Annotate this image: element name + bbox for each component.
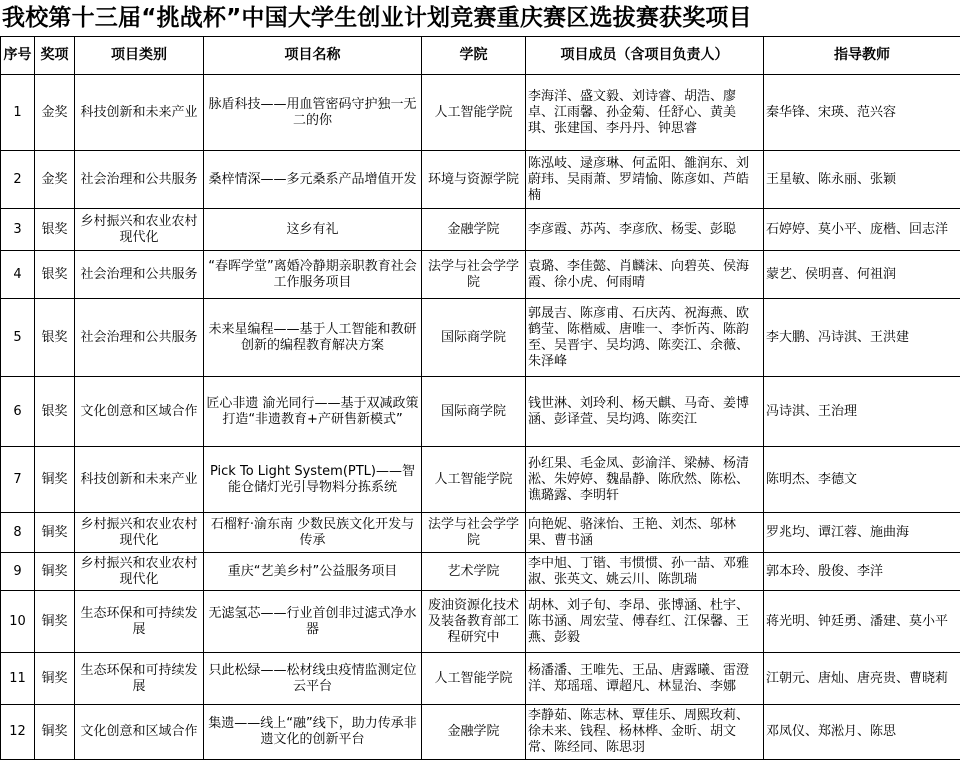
cell-award: 银奖 <box>35 299 75 377</box>
header-members: 项目成员（含项目负责人） <box>526 37 764 75</box>
table-row <box>1 377 960 447</box>
cell-college: 金融学院 <box>422 705 526 760</box>
cell-college: 国际商学院 <box>422 377 526 447</box>
cell-college: 金融学院 <box>422 209 526 251</box>
cell-project-name: 匠心非遗 渝光同行——基于双减政策打造“非遗教育+产研售新模式” <box>204 377 422 447</box>
header-college: 学院 <box>422 37 526 75</box>
header-row <box>1 37 960 75</box>
table-row <box>1 299 960 377</box>
cell-category: 乡村振兴和农业农村现代化 <box>75 553 204 591</box>
cell-college: 艺术学院 <box>422 553 526 591</box>
cell-category: 文化创意和区域合作 <box>75 705 204 760</box>
cell-members: 李海洋、盛文毅、刘诗睿、胡浩、廖卓、江雨馨、孙金菊、任舒心、黄美琪、张建国、李丹丹、钟思睿 <box>526 75 764 151</box>
cell-award: 铜奖 <box>35 553 75 591</box>
cell-category: 文化创意和区域合作 <box>75 377 204 447</box>
cell-advisors: 蒙艺、侯明喜、何祖润 <box>764 251 960 299</box>
cell-category: 社会治理和公共服务 <box>75 251 204 299</box>
cell-advisors: 冯诗淇、王治理 <box>764 377 960 447</box>
cell-project-name: 重庆“艺美乡村”公益服务项目 <box>204 553 422 591</box>
page-title: 我校第十三届“挑战杯”中国大学生创业计划竞赛重庆赛区选拔赛获奖项目 <box>0 0 960 36</box>
table-row <box>1 513 960 553</box>
cell-advisors: 秦华锋、宋瑛、范兴容 <box>764 75 960 151</box>
header-category: 项目类别 <box>75 37 204 75</box>
table-row <box>1 653 960 705</box>
cell-seq: 7 <box>1 447 35 513</box>
cell-project-name: Pick To Light System(PTL)——智能仓储灯光引导物料分拣系统 <box>204 447 422 513</box>
table-row <box>1 209 960 251</box>
cell-advisors: 王星敏、陈永丽、张颖 <box>764 151 960 209</box>
table-row <box>1 591 960 653</box>
cell-college: 法学与社会学学院 <box>422 251 526 299</box>
cell-award: 金奖 <box>35 151 75 209</box>
cell-college: 国际商学院 <box>422 299 526 377</box>
cell-advisors: 郭本玲、殷俊、李洋 <box>764 553 960 591</box>
cell-advisors: 江朝元、唐灿、唐亮贵、曹晓莉 <box>764 653 960 705</box>
cell-members: 杨潘潘、王唯先、王品、唐露曦、雷澄洋、郑瑶瑶、谭超凡、林显治、李娜 <box>526 653 764 705</box>
cell-college: 人工智能学院 <box>422 447 526 513</box>
cell-award: 银奖 <box>35 209 75 251</box>
cell-seq: 8 <box>1 513 35 553</box>
cell-category: 科技创新和未来产业 <box>75 75 204 151</box>
cell-award: 铜奖 <box>35 653 75 705</box>
cell-project-name: 这乡有礼 <box>204 209 422 251</box>
cell-award: 银奖 <box>35 377 75 447</box>
cell-category: 乡村振兴和农业农村现代化 <box>75 209 204 251</box>
cell-seq: 12 <box>1 705 35 760</box>
cell-members: 向艳妮、骆涞怡、王艳、刘杰、邬林果、曹书涵 <box>526 513 764 553</box>
cell-project-name: 无滤氢芯——行业首创非过滤式净水器 <box>204 591 422 653</box>
cell-award: 银奖 <box>35 251 75 299</box>
cell-advisors: 邓凤仪、郑淞月、陈思 <box>764 705 960 760</box>
cell-category: 社会治理和公共服务 <box>75 151 204 209</box>
table-row <box>1 251 960 299</box>
table-row <box>1 151 960 209</box>
cell-advisors: 石婷婷、莫小平、庞楷、回志洋 <box>764 209 960 251</box>
cell-members: 胡林、刘子旬、李昂、张博涵、杜宇、陈书涵、周宏莹、傅春红、江保馨、王燕、彭毅 <box>526 591 764 653</box>
header-name: 项目名称 <box>204 37 422 75</box>
cell-category: 生态环保和可持续发展 <box>75 591 204 653</box>
cell-advisors: 罗兆均、谭江蓉、施曲海 <box>764 513 960 553</box>
cell-category: 乡村振兴和农业农村现代化 <box>75 513 204 553</box>
cell-award: 铜奖 <box>35 447 75 513</box>
cell-members: 陈泓岐、逯彦琳、何孟阳、雒润东、刘蔚玮、吴雨萧、罗靖愉、陈彦如、芦皓楠 <box>526 151 764 209</box>
header-award: 奖项 <box>35 37 75 75</box>
cell-college: 废油资源化技术及装备教育部工程研究中 <box>422 591 526 653</box>
header-advisors: 指导教师 <box>764 37 960 75</box>
cell-award: 金奖 <box>35 75 75 151</box>
cell-category: 科技创新和未来产业 <box>75 447 204 513</box>
cell-seq: 5 <box>1 299 35 377</box>
cell-award: 铜奖 <box>35 591 75 653</box>
cell-seq: 2 <box>1 151 35 209</box>
cell-members: 郭晟吉、陈彦甫、石庆芮、祝海燕、欧鹤莹、陈楷威、唐唯一、李忻芮、陈韵至、吴晋宇、吴均鸿、陈奕江、余薇、朱泽峰 <box>526 299 764 377</box>
cell-advisors: 蒋光明、钟廷勇、潘建、莫小平 <box>764 591 960 653</box>
cell-members: 李彦霞、苏芮、李彦欣、杨雯、彭聪 <box>526 209 764 251</box>
cell-project-name: 脉盾科技——用血管密码守护独一无二的你 <box>204 75 422 151</box>
cell-members: 钱世淋、刘玲利、杨天麒、马奇、姜博涵、彭译萱、吴均鸿、陈奕江 <box>526 377 764 447</box>
cell-seq: 10 <box>1 591 35 653</box>
cell-seq: 6 <box>1 377 35 447</box>
cell-seq: 11 <box>1 653 35 705</box>
cell-seq: 3 <box>1 209 35 251</box>
cell-seq: 1 <box>1 75 35 151</box>
cell-project-name: 只此松绿——松材线虫疫情监测定位云平台 <box>204 653 422 705</box>
cell-advisors: 李大鹏、冯诗淇、王洪建 <box>764 299 960 377</box>
cell-members: 李静茹、陈志林、覃佳乐、周熙玫莉、徐未来、钱程、杨林桦、金昕、胡文常、陈经同、陈思羽 <box>526 705 764 760</box>
cell-project-name: “春晖学堂”离婚冷静期亲职教育社会工作服务项目 <box>204 251 422 299</box>
cell-award: 铜奖 <box>35 513 75 553</box>
cell-project-name: 集遗——线上“融”线下，助力传承非遗文化的创新平台 <box>204 705 422 760</box>
cell-advisors: 陈明杰、李德文 <box>764 447 960 513</box>
table-row <box>1 75 960 151</box>
cell-college: 人工智能学院 <box>422 75 526 151</box>
cell-members: 李中旭、丁锴、韦惯惯、孙一喆、邓雅淑、张英文、姚云川、陈凯瑞 <box>526 553 764 591</box>
table-row <box>1 705 960 760</box>
cell-college: 法学与社会学学院 <box>422 513 526 553</box>
table-row <box>1 553 960 591</box>
cell-award: 铜奖 <box>35 705 75 760</box>
header-seq: 序号 <box>1 37 35 75</box>
cell-project-name: 桑梓情深——多元桑系产品增值开发 <box>204 151 422 209</box>
cell-project-name: 石榴籽·渝东南 少数民族文化开发与传承 <box>204 513 422 553</box>
table-row <box>1 447 960 513</box>
cell-college: 环境与资源学院 <box>422 151 526 209</box>
cell-seq: 9 <box>1 553 35 591</box>
cell-members: 孙红果、毛金凤、彭渝洋、梁赫、杨清淞、朱婷婷、魏晶静、陈欣然、陈松、谯璐露、李明轩 <box>526 447 764 513</box>
cell-seq: 4 <box>1 251 35 299</box>
cell-project-name: 未来星编程——基于人工智能和教研创新的编程教育解决方案 <box>204 299 422 377</box>
award-table <box>0 36 960 760</box>
cell-category: 社会治理和公共服务 <box>75 299 204 377</box>
cell-college: 人工智能学院 <box>422 653 526 705</box>
cell-category: 生态环保和可持续发展 <box>75 653 204 705</box>
cell-members: 袁璐、李佳懿、肖麟沫、向碧英、侯海霞、徐小虎、何雨晴 <box>526 251 764 299</box>
